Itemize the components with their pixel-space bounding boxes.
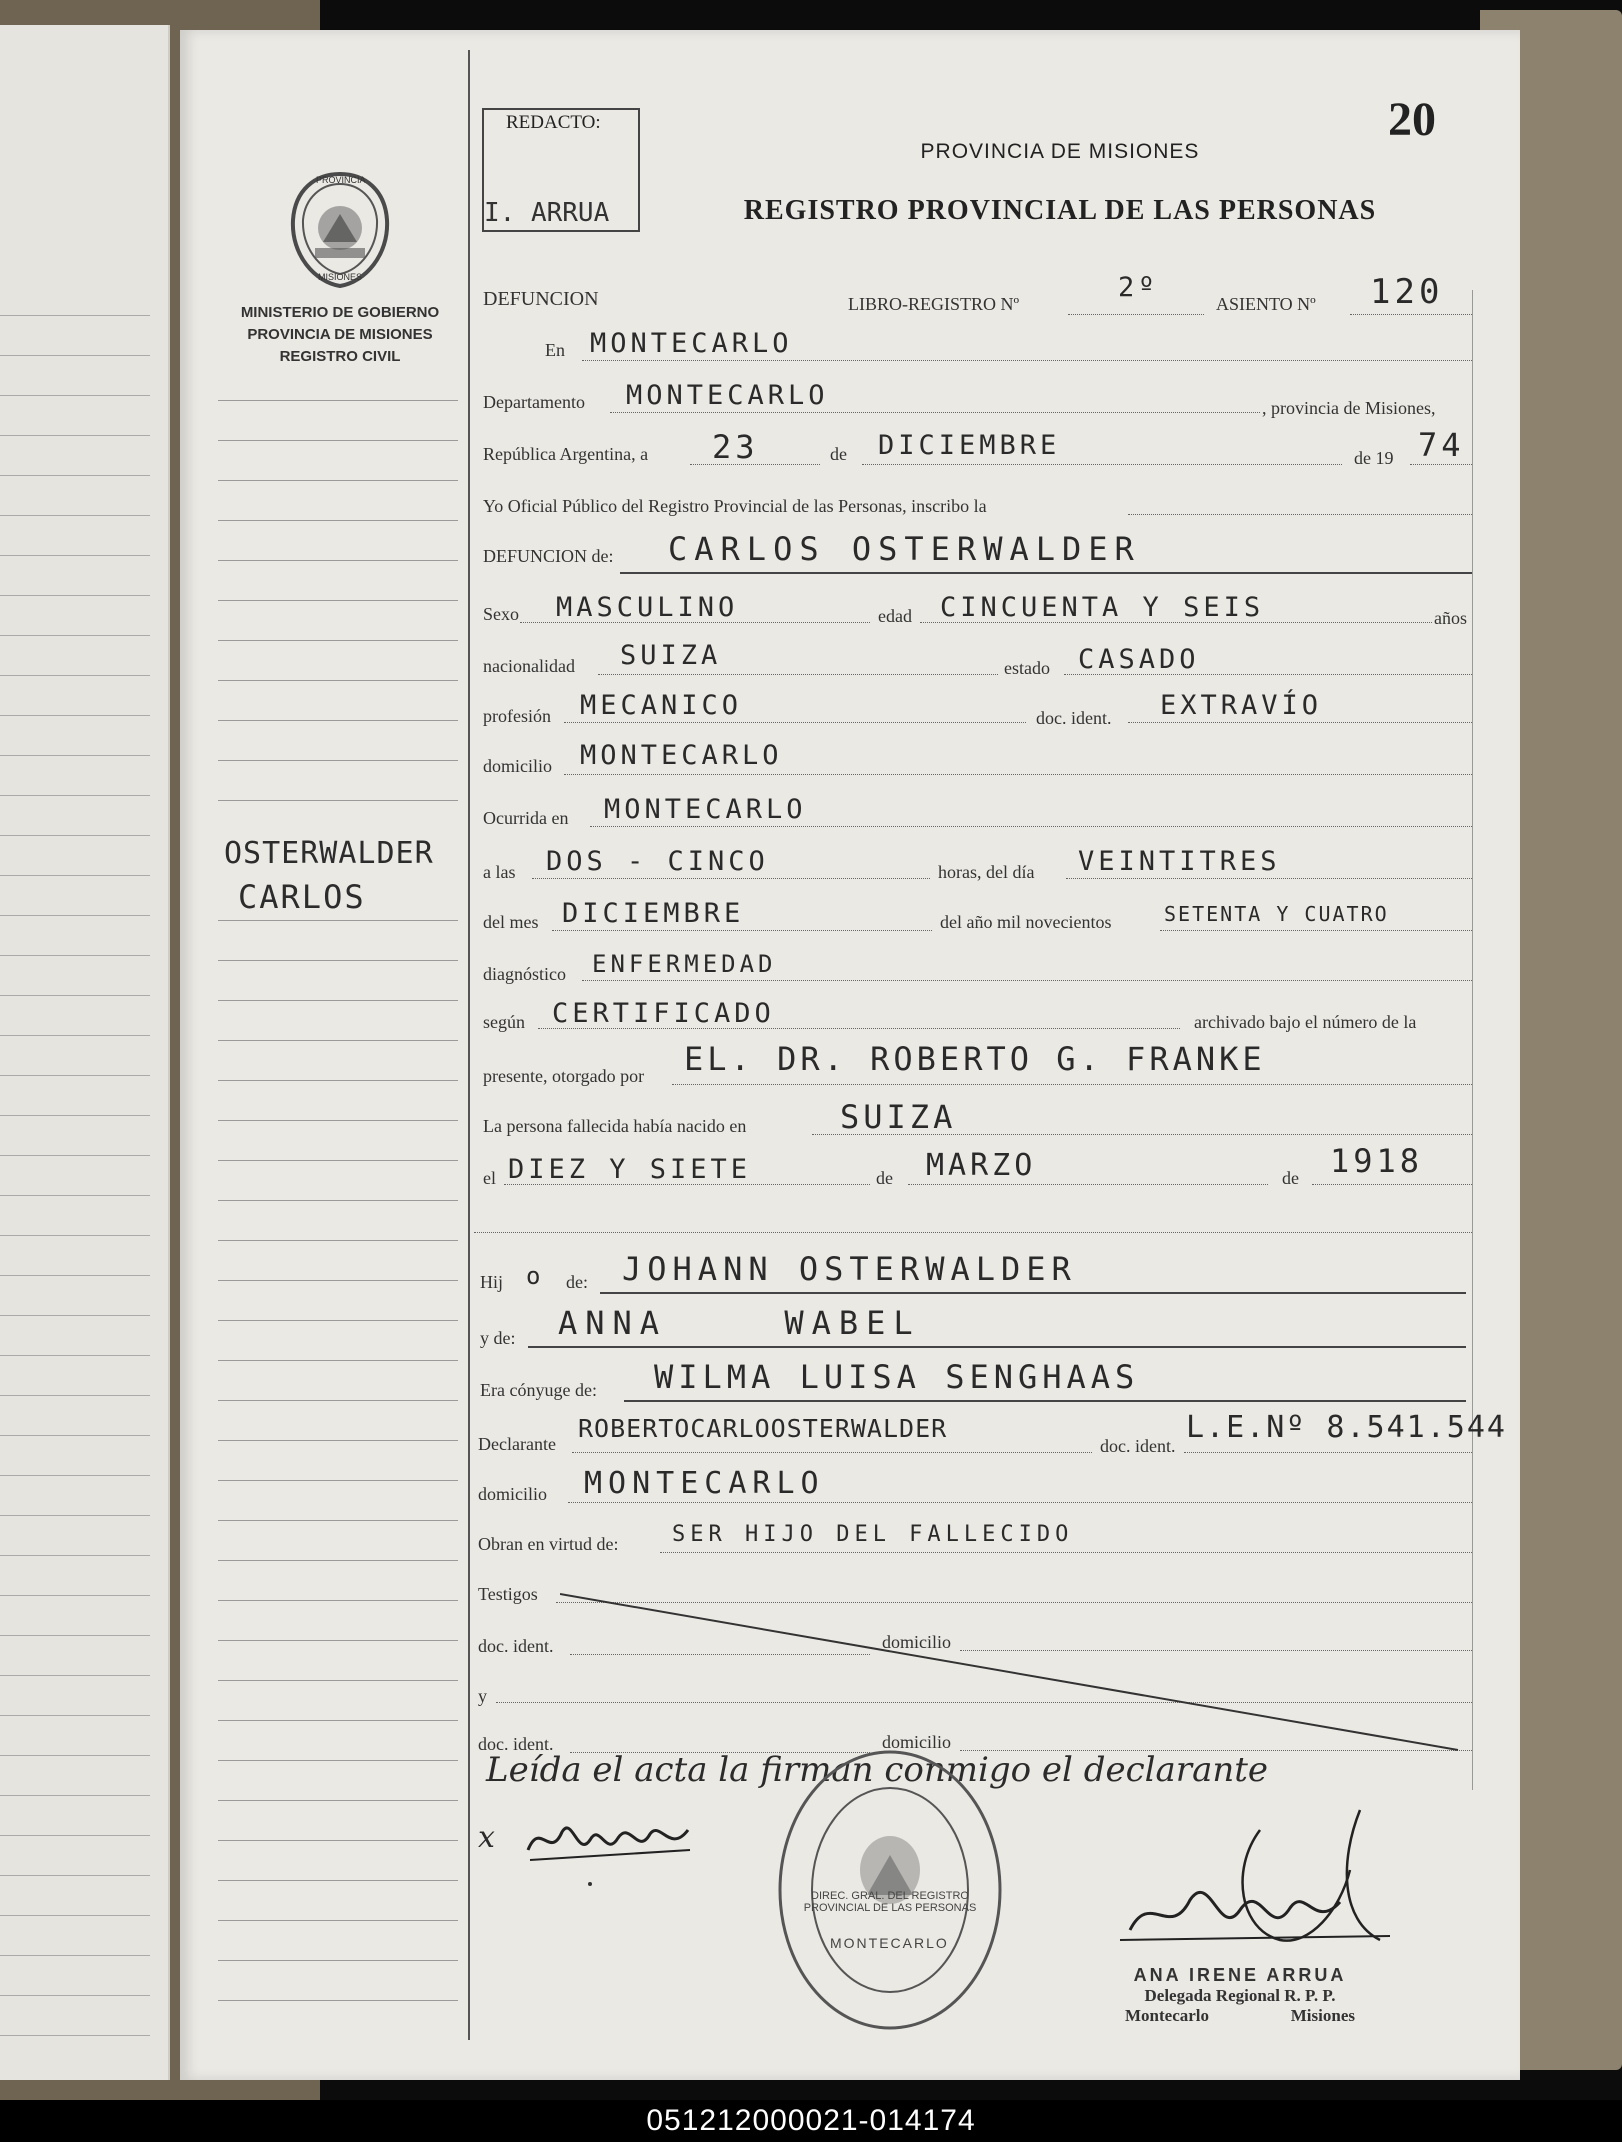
departamento-label: Departamento (483, 392, 585, 412)
left-page-rule (0, 1995, 150, 1996)
ministry-line-3: REGISTRO CIVIL (279, 348, 401, 365)
archivado-label: archivado bajo el número de la (1194, 1012, 1417, 1032)
libro-label: LIBRO-REGISTRO Nº (848, 294, 1020, 314)
estado-label: estado (1004, 658, 1050, 678)
official-name-block (1105, 1965, 1375, 2026)
domicilio2-line (568, 1502, 1472, 1503)
docident-label: doc. ident. (478, 1636, 554, 1656)
margin-rule-line (218, 1560, 458, 1561)
republica-label: República Argentina, a (483, 444, 649, 464)
diagnostico-line (582, 980, 1472, 981)
nac-mes-value: MARZO (926, 1148, 1037, 1183)
x-mark: x (478, 1820, 495, 1855)
left-page-rule (0, 955, 150, 956)
domicilio4-label: domicilio (882, 1732, 951, 1752)
horas-label: horas, del día (938, 862, 1035, 882)
departamento-line (610, 412, 1260, 413)
defuncion-de-label: DEFUNCION de: (483, 546, 614, 566)
obran-value: SER HIJO DEL FALLECIDO (672, 1522, 1074, 1547)
doc2-line (1184, 1452, 1472, 1453)
left-page-rule (0, 1075, 150, 1076)
margin-rule-line (218, 1000, 458, 1001)
left-page-rule (0, 435, 150, 436)
section-separator (474, 1232, 1472, 1233)
libro-line (1068, 314, 1204, 315)
declarante-value: ROBERTOCARLOOSTERWALDER (578, 1414, 948, 1443)
left-page-rule (0, 395, 150, 396)
left-page-rule (0, 1235, 150, 1236)
left-page-rule (0, 475, 150, 476)
left-page-rule (0, 675, 150, 676)
nac-anio-line (1312, 1184, 1472, 1185)
margin-rule-line (218, 1360, 458, 1361)
doc-ident-label: doc. ident. (1036, 708, 1112, 728)
margin-rule-line (218, 920, 458, 921)
anios-label: años (1434, 608, 1467, 628)
sexo-label: Sexo (483, 604, 519, 624)
left-page-rule (0, 515, 150, 516)
nacionalidad-label: nacionalidad (483, 656, 575, 676)
domicilio3-label: domicilio (882, 1632, 951, 1652)
margin-rule-line (218, 1760, 458, 1761)
left-page-rule (0, 995, 150, 996)
ocurrida-line (590, 826, 1472, 827)
margin-rule-line (218, 600, 458, 601)
declarante-line (572, 1452, 1092, 1453)
left-page-rule (0, 1915, 150, 1916)
yde-label: y de: (480, 1328, 516, 1348)
margin-rule-line (218, 640, 458, 641)
doc-ident-value: EXTRAVÍO (1160, 690, 1323, 721)
margin-given-name: CARLOS (238, 878, 366, 916)
left-page-rule (0, 595, 150, 596)
margin-rule-line (218, 1800, 458, 1801)
ministry-line-2: PROVINCIA DE MISIONES (247, 326, 433, 343)
presente-label: presente, otorgado por (483, 1066, 645, 1086)
delmes-line (552, 930, 932, 931)
margin-rule-line (218, 1480, 458, 1481)
hijo-label-a: Hij (480, 1272, 504, 1292)
domicilio-value: MONTECARLO (580, 740, 783, 771)
left-page-rule (0, 795, 150, 796)
margin-rule-line (218, 1880, 458, 1881)
stamp-center-text: MONTECARLO (830, 1935, 949, 1951)
year-line (1410, 464, 1472, 465)
yde-value: ANNA WABEL (558, 1304, 921, 1342)
margin-rule-line (218, 680, 458, 681)
left-page-rule (0, 1555, 150, 1556)
margin-rule-line (218, 1200, 458, 1201)
hijo-value: JOHANN OSTERWALDER (622, 1250, 1077, 1288)
ocurrida-label: Ocurrida en (483, 808, 569, 828)
margin-rule-line (218, 1440, 458, 1441)
alas-label: a las (483, 862, 516, 882)
domicilio2-value: MONTECARLO (584, 1466, 825, 1501)
left-page-rule (0, 2035, 150, 2036)
asiento-value: 120 (1370, 272, 1444, 312)
domicilio2-label: domicilio (478, 1484, 547, 1504)
defuncion-de-line (620, 572, 1472, 574)
margin-rule-line (218, 760, 458, 761)
left-page-rule (0, 1515, 150, 1516)
delmes-label: del mes (483, 912, 539, 932)
sexo-value: MASCULINO (556, 592, 739, 623)
left-page-rule (0, 1875, 150, 1876)
left-page-rule (0, 1195, 150, 1196)
margin-rule-line (218, 1160, 458, 1161)
margin-rule-line (218, 2000, 458, 2001)
left-page-rule (0, 1675, 150, 1676)
departamento-value: MONTECARLO (626, 380, 829, 411)
margin-rule-line (218, 1920, 458, 1921)
domicilio-line (564, 774, 1472, 775)
left-page-rule (0, 555, 150, 556)
margin-rule-line (218, 720, 458, 721)
margin-rule-line (218, 1680, 458, 1681)
provincia-suffix: , provincia de Misiones, (1262, 398, 1436, 418)
estado-value: CASADO (1078, 644, 1200, 675)
left-page-rule (0, 1355, 150, 1356)
record-type-label: DEFUNCION (483, 288, 599, 310)
official-name: ANA IRENE ARRUA (1133, 1965, 1347, 1985)
margin-rule-line (218, 960, 458, 961)
margin-rule-line (218, 1600, 458, 1601)
left-page-rule (0, 635, 150, 636)
asiento-label: ASIENTO Nº (1216, 294, 1316, 314)
left-page-rule (0, 355, 150, 356)
left-page-rule (0, 1475, 150, 1476)
obran-label: Obran en virtud de: (478, 1534, 619, 1554)
asiento-line (1350, 314, 1472, 315)
anio-value: SETENTA Y CUATRO (1164, 902, 1389, 926)
left-page-rule (0, 1395, 150, 1396)
nacido-label: La persona fallecida había nacido en (483, 1116, 747, 1136)
seal-text-top: PROVINCIA (316, 175, 366, 185)
doc-ident-line (1128, 722, 1472, 723)
de-mes-label: de (876, 1168, 893, 1188)
de-anio-label: de (1282, 1168, 1299, 1188)
nacido-value: SUIZA (840, 1098, 957, 1136)
left-page-rule (0, 875, 150, 876)
day-value: 23 (712, 428, 759, 466)
margin-rule-line (218, 1640, 458, 1641)
de-label: de (830, 444, 847, 464)
ministry-line-1: MINISTERIO DE GOBIERNO (240, 304, 440, 321)
declarante-label: Declarante (478, 1434, 556, 1454)
defuncion-de-value: CARLOS OSTERWALDER (668, 530, 1141, 568)
margin-rule-line (218, 1840, 458, 1841)
testigos-cancel-line (560, 1590, 1460, 1760)
conyuge-label: Era cónyuge de: (480, 1380, 597, 1400)
left-page-rule (0, 915, 150, 916)
dia-value: VEINTITRES (1078, 846, 1281, 877)
margin-rule-line (218, 1520, 458, 1521)
edad-label: edad (878, 606, 912, 626)
libro-value: 2º (1118, 272, 1159, 303)
el-value: DIEZ Y SIETE (508, 1154, 752, 1185)
closing-text: Leída el acta la firman conmigo el declarante (486, 1750, 1269, 1790)
mes-value: DICIEMBRE (562, 898, 745, 929)
page-number: 20 (1388, 93, 1436, 146)
profesion-line (564, 722, 1026, 723)
yo-oficial-text: Yo Oficial Público del Registro Provincial de las Personas, inscribo la (483, 496, 987, 516)
testigos-label: Testigos (478, 1584, 538, 1604)
province-header: PROVINCIA DE MISIONES (920, 140, 1200, 163)
margin-rule-line (218, 400, 458, 401)
nac-mes-line (908, 1184, 1268, 1185)
margin-rule-line (218, 520, 458, 521)
left-page-rule (0, 1955, 150, 1956)
margin-surname: OSTERWALDER (224, 836, 434, 871)
left-page-rule (0, 1115, 150, 1116)
domicilio-label: domicilio (483, 756, 552, 776)
ministry-heading (210, 302, 470, 368)
left-page-rule (0, 1715, 150, 1716)
left-page-rule (0, 1275, 150, 1276)
dia-line (1066, 878, 1472, 879)
conyuge-line (624, 1400, 1466, 1402)
official-place-left: Montecarlo (1125, 2006, 1210, 2025)
left-page-rule (0, 1435, 150, 1436)
left-page (0, 25, 170, 2080)
nacionalidad-value: SUIZA (620, 640, 722, 671)
conyuge-value: WILMA LUISA SENGHAAS (654, 1358, 1140, 1396)
official-place-right: Misiones (1290, 2006, 1355, 2025)
month-line (862, 464, 1342, 465)
anio-line (1160, 930, 1472, 931)
nacionalidad-line (598, 674, 998, 675)
redacto-signature: I. ARRUA (484, 198, 610, 228)
registry-header: REGISTRO PROVINCIAL DE LAS PERSONAS (743, 195, 1377, 226)
margin-rule-line (218, 1040, 458, 1041)
left-page-rule (0, 1595, 150, 1596)
presente-value: EL. DR. ROBERTO G. FRANKE (684, 1040, 1266, 1078)
segun-label: según (483, 1012, 525, 1032)
stamp-ring-text: DIREC. GRAL. DEL REGISTRO PROVINCIAL DE LAS PERSONAS (803, 1890, 977, 1914)
alas-value: DOS - CINCO (546, 846, 769, 877)
declarant-signature (520, 1810, 700, 1890)
margin-rule-line (218, 1320, 458, 1321)
y-label: y (478, 1686, 487, 1706)
redacto-label: REDACTO: (506, 112, 601, 133)
left-page-rule (0, 835, 150, 836)
docident2-label: doc. ident. (478, 1734, 554, 1754)
left-page-rule (0, 1635, 150, 1636)
document-id-footer: 051212000021-014174 (0, 2100, 1622, 2142)
margin-rule-line (218, 1120, 458, 1121)
seal-text-bottom: MISIONES (318, 272, 363, 282)
en-label: En (545, 340, 565, 360)
margin-rule-line (218, 1720, 458, 1721)
hijo-mark: o (526, 1262, 545, 1290)
margin-rule-line (218, 560, 458, 561)
nac-anio-value: 1918 (1330, 1142, 1424, 1180)
month-value: DICIEMBRE (878, 430, 1061, 461)
en-value: MONTECARLO (590, 328, 793, 359)
left-page-rule (0, 1795, 150, 1796)
left-page-rule (0, 1315, 150, 1316)
edad-value: CINCUENTA Y SEIS (940, 592, 1265, 623)
yde-line (528, 1346, 1466, 1348)
hijo-line (600, 1292, 1466, 1294)
official-title: Delegada Regional R. P. P. (1144, 1986, 1336, 2005)
alas-line (532, 878, 930, 879)
diagnostico-value: ENFERMEDAD (592, 950, 777, 978)
left-page-rule (0, 1035, 150, 1036)
left-page-rule (0, 315, 150, 316)
margin-rule-line (218, 1960, 458, 1961)
hijo-label-b: de: (566, 1272, 588, 1292)
delanio-label: del año mil novecientos (940, 912, 1112, 932)
doc2-label: doc. ident. (1100, 1436, 1176, 1456)
left-page-rule (0, 1835, 150, 1836)
margin-rule-line (218, 440, 458, 441)
doc2-value: L.E.Nº 8.541.544 (1186, 1410, 1507, 1445)
el-label: el (483, 1168, 496, 1188)
margin-rule-line (218, 480, 458, 481)
profesion-label: profesión (483, 706, 551, 726)
margin-rule-line (218, 1240, 458, 1241)
year-value: 74 (1418, 426, 1465, 464)
yo-oficial-line (1128, 514, 1472, 515)
ocurrida-value: MONTECARLO (604, 794, 807, 825)
segun-value: CERTIFICADO (552, 998, 775, 1029)
diagnostico-label: diagnóstico (483, 964, 566, 984)
margin-rule-line (218, 1080, 458, 1081)
official-signature (1110, 1790, 1400, 1960)
margin-rule-line (218, 1400, 458, 1401)
obran-line (660, 1552, 1472, 1553)
profesion-value: MECANICO (580, 690, 743, 721)
left-page-rule (0, 1755, 150, 1756)
margin-rule-line (218, 800, 458, 801)
de19-label: de 19 (1354, 448, 1394, 468)
en-line (582, 360, 1472, 361)
left-page-rule (0, 715, 150, 716)
left-page-rule (0, 1155, 150, 1156)
left-page-rule (0, 755, 150, 756)
presente-line (672, 1084, 1472, 1085)
right-rule (1472, 290, 1473, 1790)
margin-rule-line (218, 1280, 458, 1281)
